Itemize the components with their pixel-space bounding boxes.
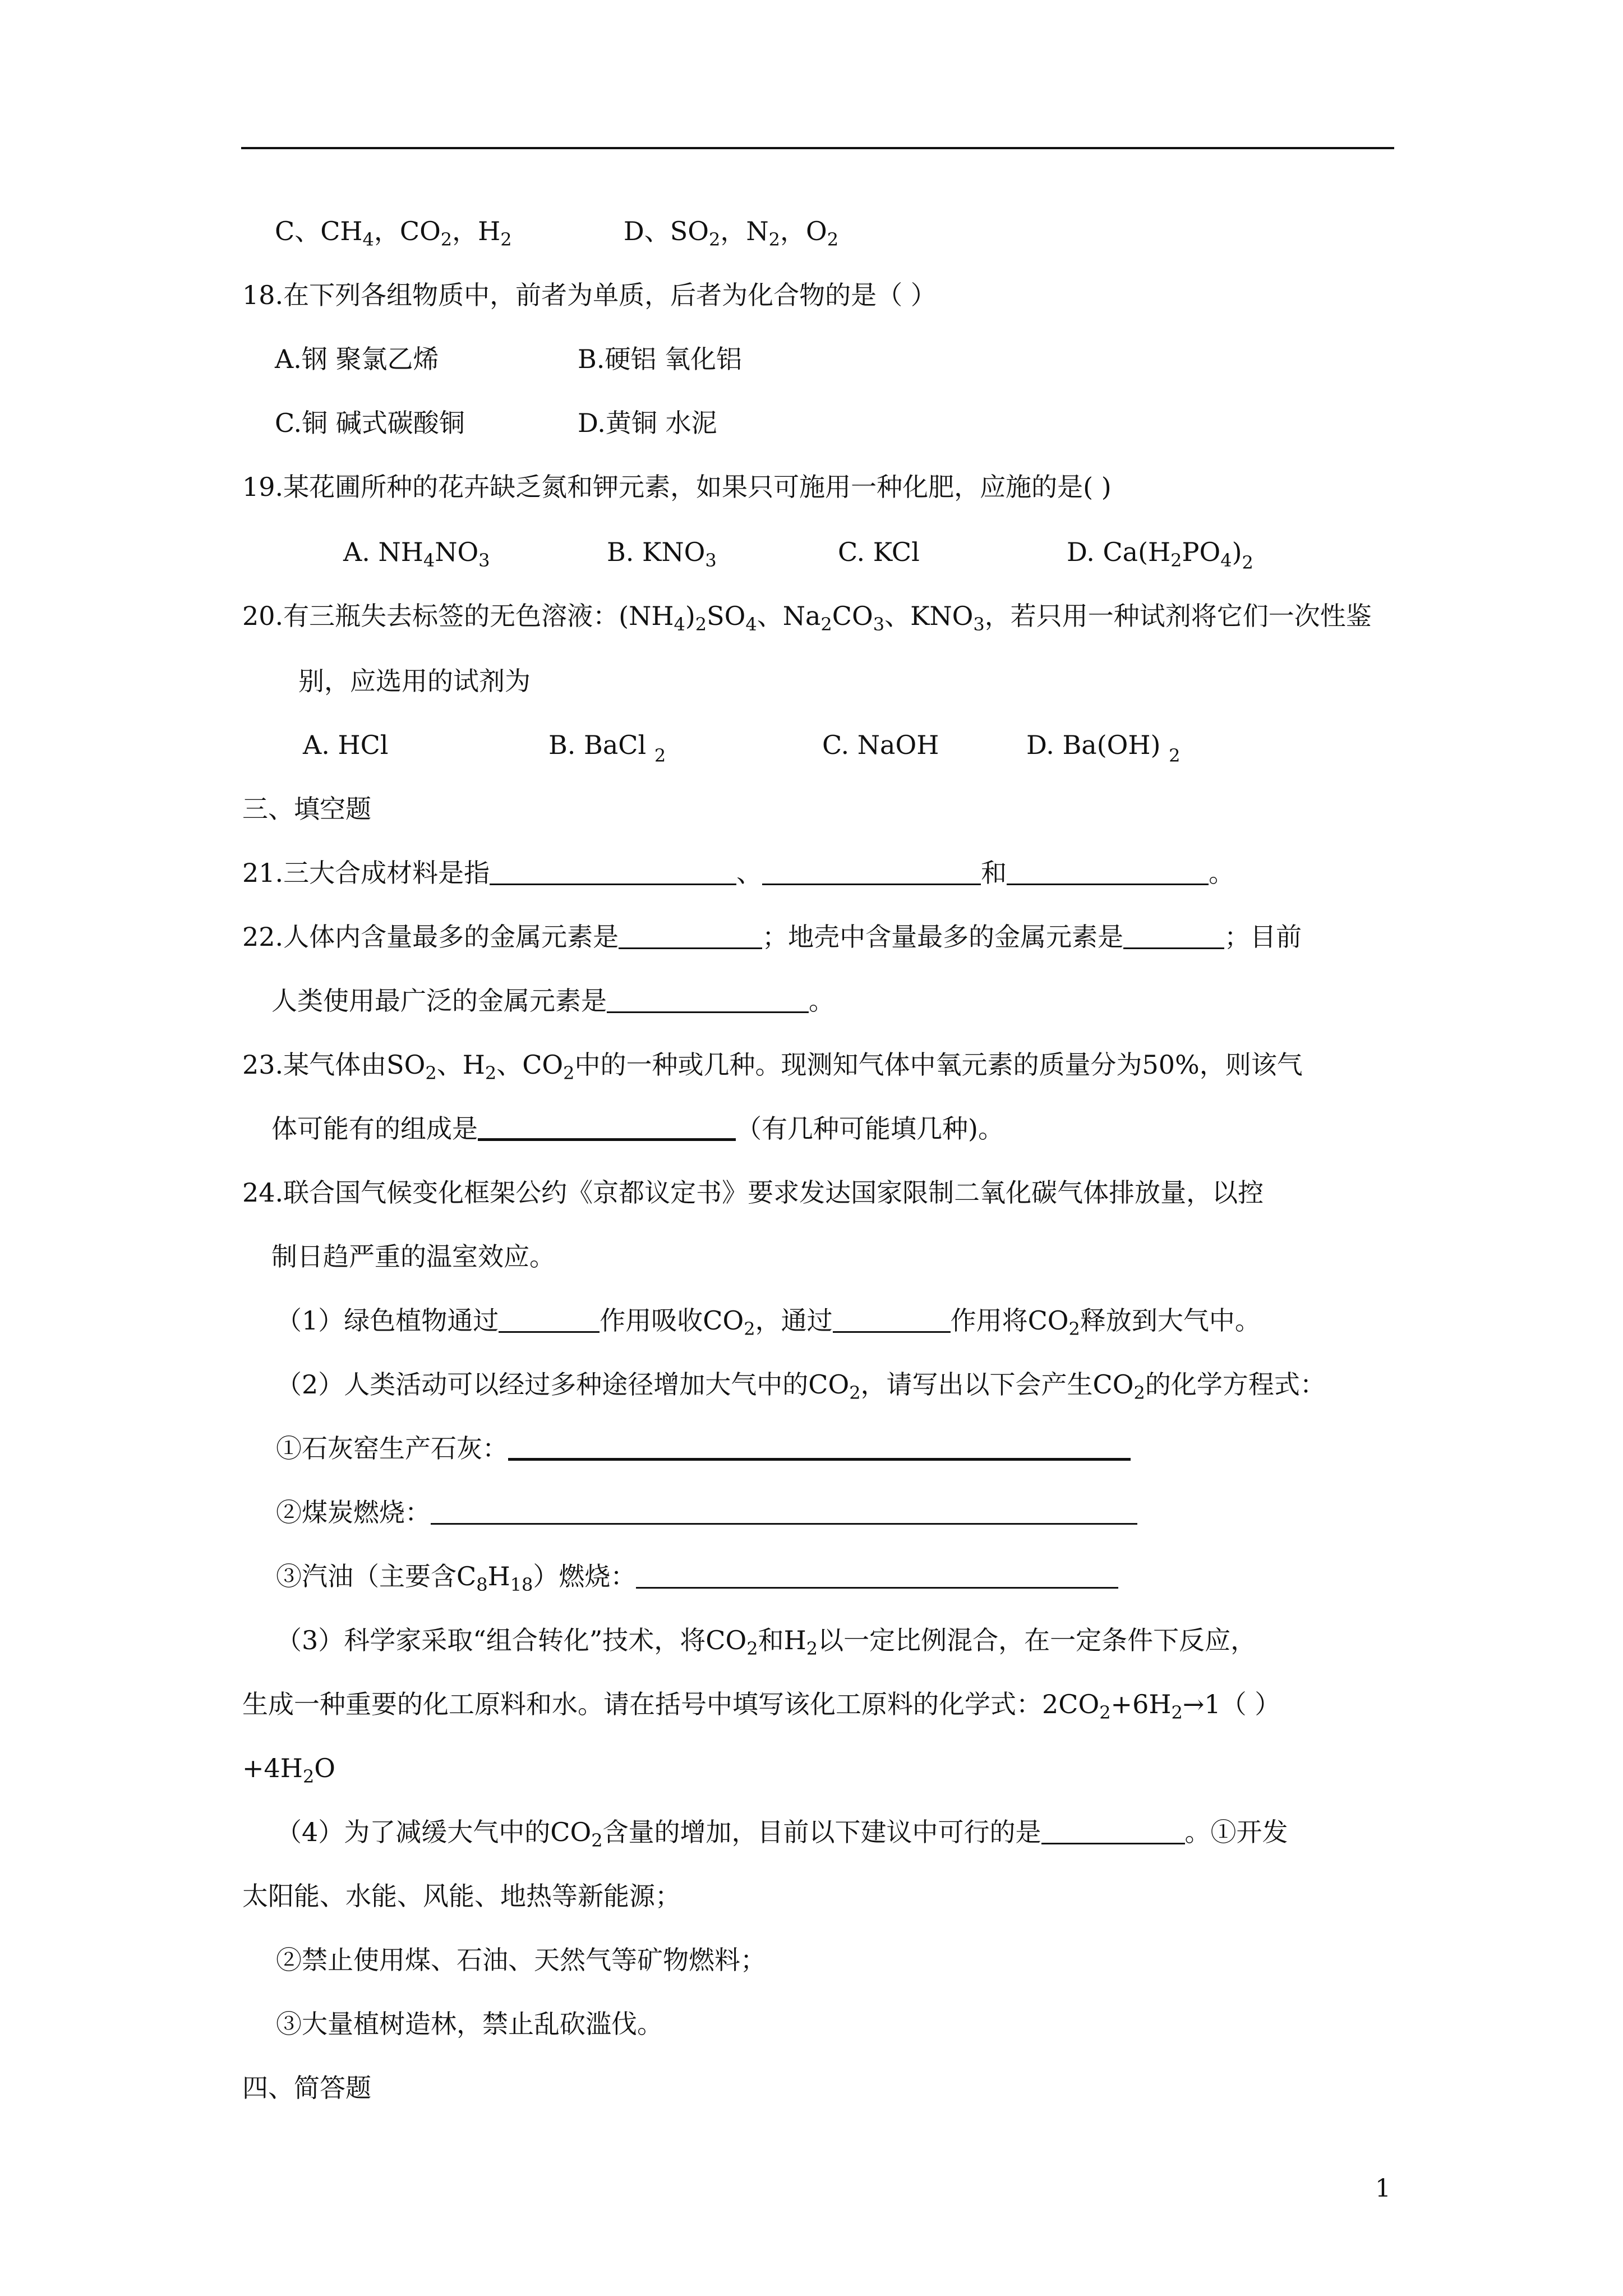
header-rule — [241, 147, 1394, 149]
answer-blank[interactable] — [431, 1497, 1137, 1525]
q20-option-a: A. HCl — [303, 730, 389, 760]
q18-option-b: B.硬铝 氧化铝 — [578, 344, 743, 374]
q18-option-d: D.黄铜 水泥 — [578, 408, 717, 438]
page-number: 1 — [1375, 2174, 1391, 2203]
q22-line1: 22.人体内含量最多的金属元素是 ；地壳中含量最多的金属元素是 ；目前 — [242, 922, 1302, 952]
q24-part3-line1: （3）科学家采取“组合转化”技术，将$CO_2$和$H_2$以一定比例混合，在一定条件下反应， — [276, 1625, 1257, 1659]
answer-blank[interactable] — [607, 986, 809, 1013]
answer-blank[interactable] — [508, 1432, 1131, 1461]
q24-part4-line4: ③大量植树造林，禁止乱砍滥伐。 — [276, 2009, 663, 2039]
q18-option-a: A.钢 聚氯乙烯 — [275, 344, 439, 374]
q24-stem-line2: 制日趋严重的温室效应。 — [271, 1241, 555, 1272]
q24-part3-line2: 生成一种重要的化工原料和水。请在括号中填写该化工原料的化学式：$2CO_2+6H_2\to 1$（ ） — [242, 1689, 1281, 1723]
q20-option-b: B. BaCl $_2$ — [548, 730, 666, 766]
q18-option-c: C.铜 碱式碳酸铜 — [275, 408, 465, 438]
q24-part4-line2: 太阳能、水能、风能、地热等新能源； — [242, 1881, 681, 1911]
q24-part4-line1: （4）为了减缓大气中的$CO_2$含量的增加，目前以下建议中可行的是 。①开发 — [276, 1817, 1288, 1851]
q19-stem: 19.某花圃所种的花卉缺乏氮和钾元素，如果只可施用一种化肥，应施的是( ) — [242, 472, 1112, 502]
q19-option-c: C. KCl — [838, 537, 920, 567]
q18-stem: 18.在下列各组物质中，前者为单质，后者为化合物的是（ ） — [242, 280, 937, 310]
q22-line2: 人类使用最广泛的金属元素是 。 — [271, 986, 834, 1016]
answer-blank[interactable] — [636, 1561, 1118, 1589]
q17-options-cd: C、$CH_4$，$CO_2$，$H_2$ D、$SO_2$，$N_2$，$O_2$ — [275, 216, 839, 250]
q24-equation-3: ③汽油（主要含$C_8H_{18}$）燃烧： — [276, 1559, 1118, 1593]
q19-option-a: A. $NH_4NO_3$ — [343, 537, 490, 571]
q24-equation-1: ①石灰窑生产石灰： — [276, 1432, 1131, 1465]
section-fill-in-heading: 三、填空题 — [242, 794, 371, 824]
q20-option-c: C. NaOH — [822, 730, 939, 760]
q20-option-d: D. Ba(OH) $_2$ — [1026, 730, 1181, 766]
answer-blank[interactable] — [1041, 1817, 1185, 1844]
q24-equation-2: ②煤炭燃烧： — [276, 1496, 1137, 1529]
answer-blank[interactable] — [619, 922, 762, 949]
q17-option-c: C、CH — [275, 216, 363, 246]
answer-blank[interactable] — [833, 1305, 951, 1333]
q17-option-d: D、SO — [623, 216, 709, 246]
q20-stem-line1: 20.有三瓶失去标签的无色溶液：$(NH_4)_2SO_4$、$Na_2CO_3$、$KNO_3$，若只用一种试剂将它们一次性鉴 — [242, 601, 1372, 635]
answer-blank[interactable] — [490, 858, 736, 885]
q24-part4-line3: ②禁止使用煤、石油、天然气等矿物燃料； — [276, 1945, 766, 1975]
q20-stem-line2: 别，应选用的试剂为 — [298, 666, 531, 696]
q19-option-d: D. $Ca(H_2PO_4)_2$ — [1067, 537, 1253, 573]
answer-blank[interactable] — [762, 858, 981, 885]
answer-blank[interactable] — [1007, 858, 1209, 885]
answer-blank[interactable] — [1123, 922, 1224, 949]
q24-stem-line1: 24.联合国气候变化框架公约《京都议定书》要求发达国家限制二氧化碳气体排放量，以控 — [242, 1177, 1264, 1208]
q19-option-b: B. $KNO_3$ — [607, 537, 717, 571]
q23-line1: 23.某气体由$SO_2$、$H_2$、$CO_2$中的一种或几种。现测知气体中氧元素的质量分为50%，则该气 — [242, 1050, 1303, 1084]
q24-part2: （2）人类活动可以经过多种途径增加大气中的$CO_2$，请写出以下会产生$CO_2$的化学方程式： — [276, 1369, 1326, 1404]
q24-part1: （1）绿色植物通过 作用吸收$CO_2$，通过 作用将$CO_2$释放到大气中。 — [276, 1305, 1261, 1340]
q23-line2: 体可能有的组成是 （有几种可能填几种)。 — [271, 1114, 1004, 1144]
answer-blank[interactable] — [478, 1112, 736, 1141]
answer-blank[interactable] — [499, 1305, 600, 1333]
q21: 21.三大合成材料是指 、 和 。 — [242, 858, 1235, 888]
section-short-answer-heading: 四、简答题 — [242, 2073, 371, 2103]
q24-part3-line3: $+4H_2O$ — [242, 1753, 336, 1787]
